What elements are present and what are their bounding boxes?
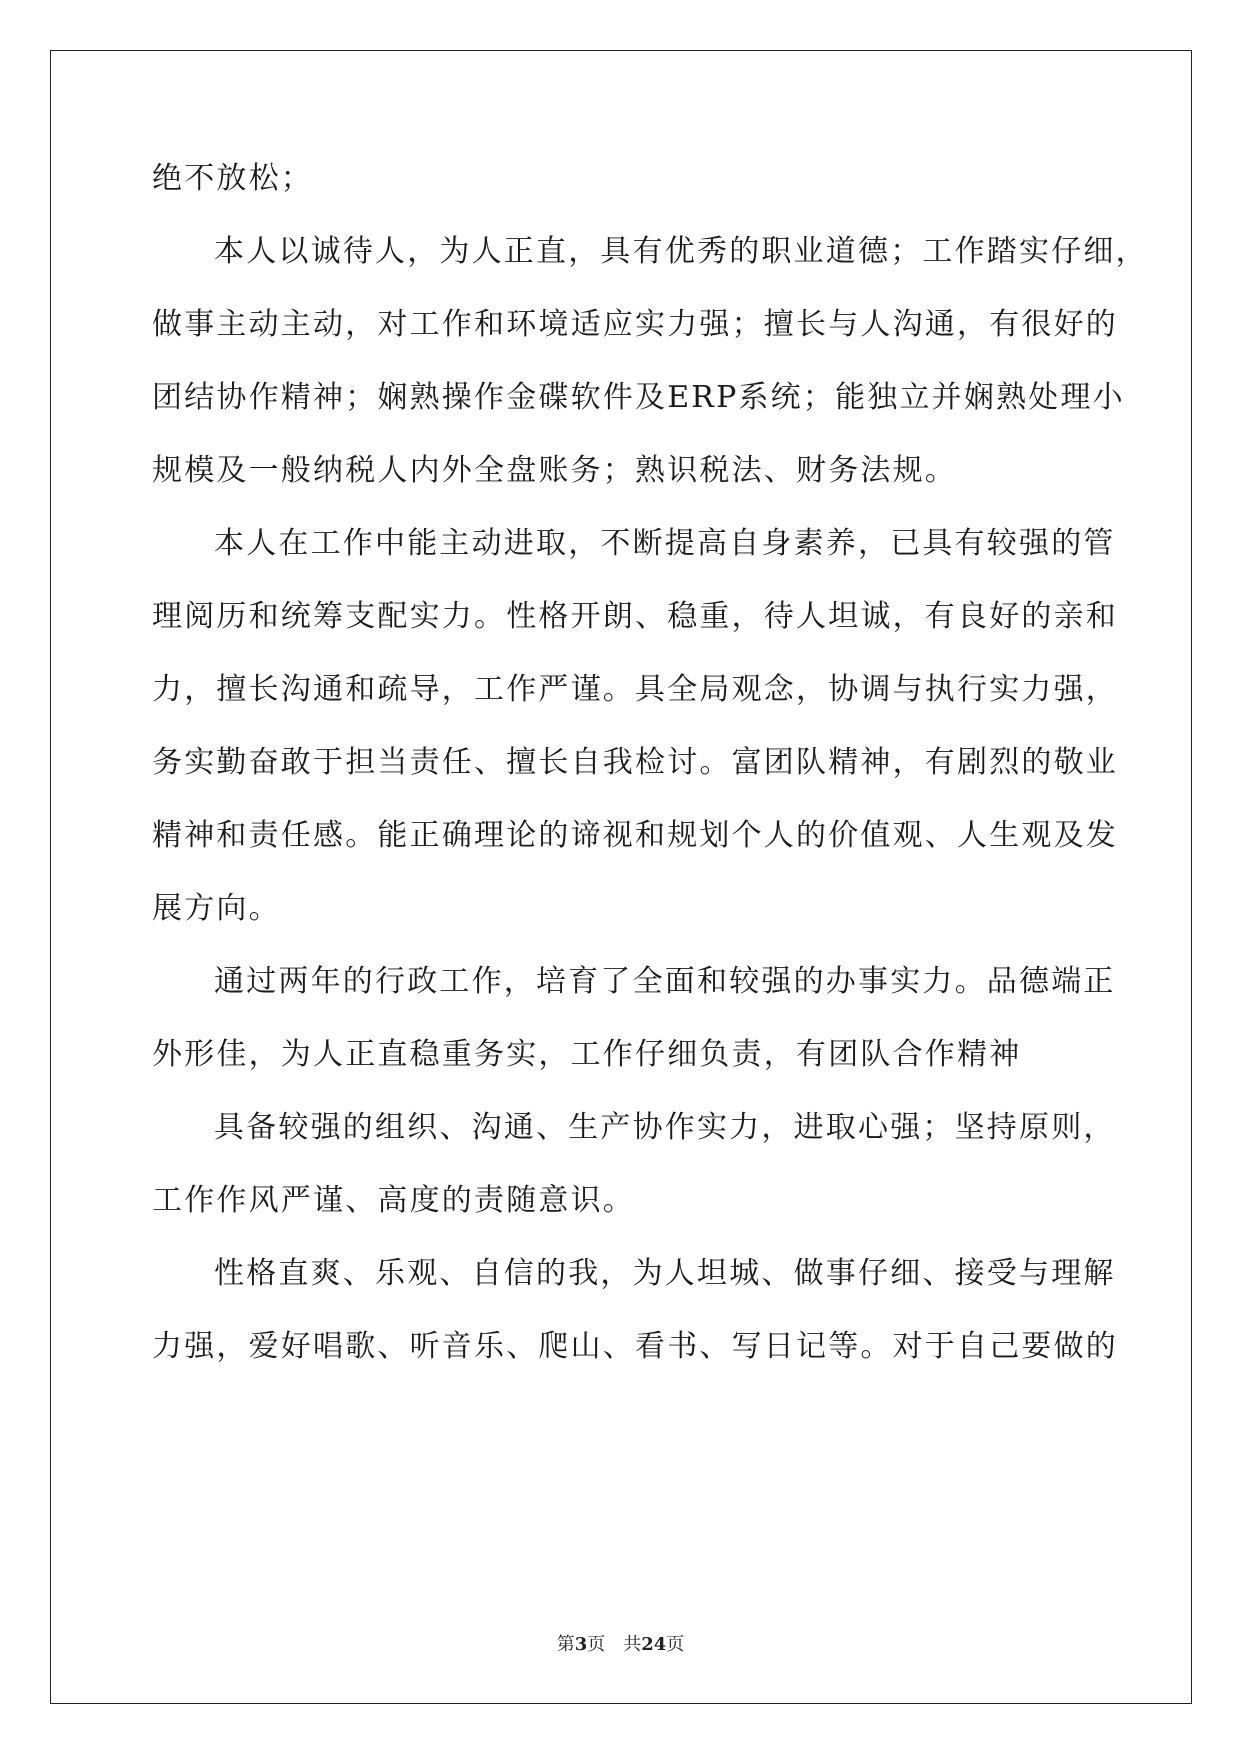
page-number: 3	[574, 1634, 588, 1655]
text-line: 通过两年的行政工作，培育了全面和较强的办事实力。品德端正	[214, 964, 1116, 999]
total-prefix: 共	[623, 1634, 642, 1655]
text-line: 务实勤奋敢于担当责任、擅长自我检讨。富团队精神，有剧烈的敬业	[152, 745, 1118, 780]
text-line: 性格直爽、乐观、自信的我，为人坦城、做事仔细、接受与理解	[214, 1256, 1116, 1291]
text-line: 理阅历和统筹支配实力。性格开朗、稳重，待人坦诚，有良好的亲和	[152, 599, 1118, 634]
text-line: 外形佳，为人正直稳重务实，工作仔细负责，有团队合作精神	[152, 1037, 1022, 1072]
text-line: 本人在工作中能主动进取，不断提高自身素养，已具有较强的管	[214, 526, 1116, 561]
total-pages: 24	[641, 1634, 667, 1655]
text-line: 团结协作精神；娴熟操作金碟软件及ERP系统；能独立并娴熟处理小	[152, 380, 1125, 415]
text-line: 展方向。	[152, 891, 281, 926]
text-line: 精神和责任感。能正确理论的谛视和规划个人的价值观、人生观及发	[152, 818, 1118, 853]
text-line: 规模及一般纳税人内外全盘账务；熟识税法、财务法规。	[152, 453, 957, 488]
text-line: 做事主动主动，对工作和环境适应实力强；擅长与人沟通，有很好的	[152, 307, 1118, 342]
text-line: 力，擅长沟通和疏导，工作严谨。具全局观念，协调与执行实力强，	[152, 672, 1118, 707]
text-line: 工作作风严谨、高度的责随意识。	[152, 1183, 635, 1218]
text-line: 本人以诚待人，为人正直，具有优秀的职业道德；工作踏实仔细，	[214, 234, 1148, 269]
total-suffix: 页	[666, 1634, 685, 1655]
page-prefix: 第	[556, 1634, 575, 1655]
text-line: 绝不放松；	[152, 161, 313, 196]
page-suffix: 页	[587, 1634, 606, 1655]
page-footer	[0, 1630, 1241, 1656]
text-line: 力强，爱好唱歌、听音乐、爬山、看书、写日记等。对于自己要做的	[152, 1329, 1118, 1364]
text-line: 具备较强的组织、沟通、生产协作实力，进取心强；坚持原则，	[214, 1110, 1116, 1145]
page-border	[50, 50, 1192, 1704]
